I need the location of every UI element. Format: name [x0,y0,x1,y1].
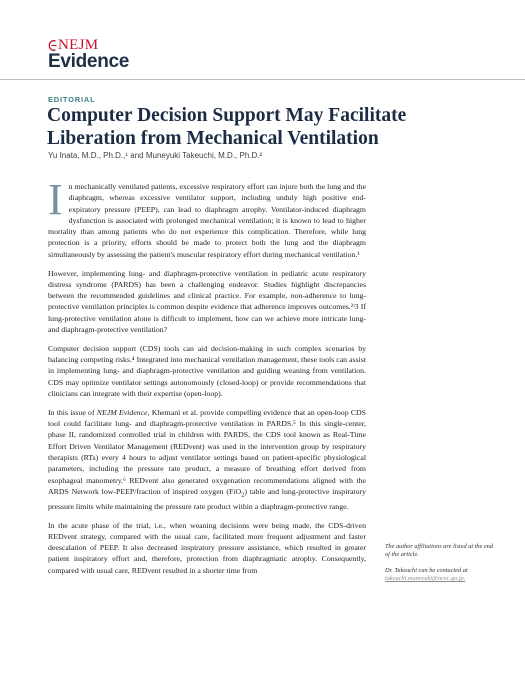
body-paragraph-1 [48,175,366,260]
article-title: Computer Decision Support May Facilitate Liberation from Mechanical Ventilation [47,105,407,149]
p4-subscript: 2 [241,491,245,499]
p4-part-c: ) table and lung-protective inspiratory pressure limits while maintaining the pressure rate product within a diaphragm-protective range. [48,486,366,511]
contact-note [385,567,495,584]
body-paragraph-1-text: n mechanically ventilated patients, excessive respiratory effort can injure both the lung and the diaphragm, whereas excessive ventilator support, including unduly high positive end-expiratory pressure (PEEP), can lead to diaphragm atrophy. Ventilator-induced diaphragm dysfunction is associated with prolonged mechanical ventilation; it is known to lead to higher mortality than among patients who do not experience this complication. Therefore, while lung protection is a priority, efforts should be made to protect both the lung and the diaphragm simultaneously by assessing the patient's muscular respiratory effort during mechanical ventilation.¹ [48,182,366,259]
p4-part-b: , Khemani et al. provide compelling evidence that an open-loop CDS tool could facilitate lung- and diaphragm-protective ventilation in PARDS.⁵ In this single-center, phase II, randomized controlled trial in children with PARDS, the CDS tool known as Real-Time Effort Driven Ventilator Management (REDvent) was used in the intervention group by respiratory therapists (RTs) every 4 hours to adjust ventilator settings based on patient-specific physiological parameters, including the pressure rate product, a measure of breathing effort derived from esophageal manometry.⁶ REDvent also generated oxygenation recommendations aligned with the ARDS Network low-PEEP/fraction of inspired oxygen (FiO [48,407,367,496]
article-body [48,175,367,584]
body-paragraph-5: In the acute phase of the trial, i.e., when weaning decisions were being made, the CDS-driven REDvent strategy, compared with the usual care, facilitated more frequent adjustment and faster deescalation of PEEP. It also decreased inspiratory pressure assistance, which resulted in greater patient inspiratory effort and, therefore, protection from diaphragmatic atrophy. Consequently, compared with usual care, REDvent resulted in a shorter time from [48,520,366,575]
header-divider [0,79,525,80]
drop-cap: I [48,175,63,224]
body-paragraph-4 [48,407,366,512]
p4-part-a: In this issue of [48,407,97,417]
logo-emblem-icon [48,39,57,52]
article-authors: Yu Inata, M.D., Ph.D.,¹ and Muneyuki Takeuchi, M.D., Ph.D.² [48,151,263,160]
sidenotes [385,543,495,590]
p4-journal-name: NEJM Evidence [96,407,148,417]
section-label: EDITORIAL [48,95,96,104]
body-paragraph-3: Computer decision support (CDS) tools can aid decision-making in such complex scenarios by balancing competing risks.⁴ Integrated into mechanical ventilation management, these tools can assist in implementing lung- and diaphragm-protective ventilation and guiding weaning from ventilation. CDS may optimize ventilator settings autonomously (closed-loop) or provide recommendations that clinicians can integrate with their expertise (open-loop). [48,343,366,399]
journal-logo [48,37,129,72]
logo-brand: NEJM [58,37,99,53]
affiliations-note: The author affiliations are listed at the end of the article. [385,543,494,559]
contact-email-link[interactable]: takeuchi.muneyuki@ncvc.go.jp. [385,574,466,582]
logo-journal-name: Evidence [48,51,130,72]
body-paragraph-2: However, implementing lung- and diaphragm-protective ventilation in pediatric acute respiratory distress syndrome (PARDS) has been a challenging endeavor. Studies highlight discrepancies between the recommended guidelines and clinical practice. For example, non-adherence to lung-protective ventilation principles is common despite evidence that adherence improves outcomes.²ʴ3 If lung-protective ventilation alone is difficult to implement, how can we achieve more intricate lung- and diaphragm-protective ventilation? [48,268,366,335]
contact-text: Dr. Takeuchi can be contacted at [385,566,468,574]
